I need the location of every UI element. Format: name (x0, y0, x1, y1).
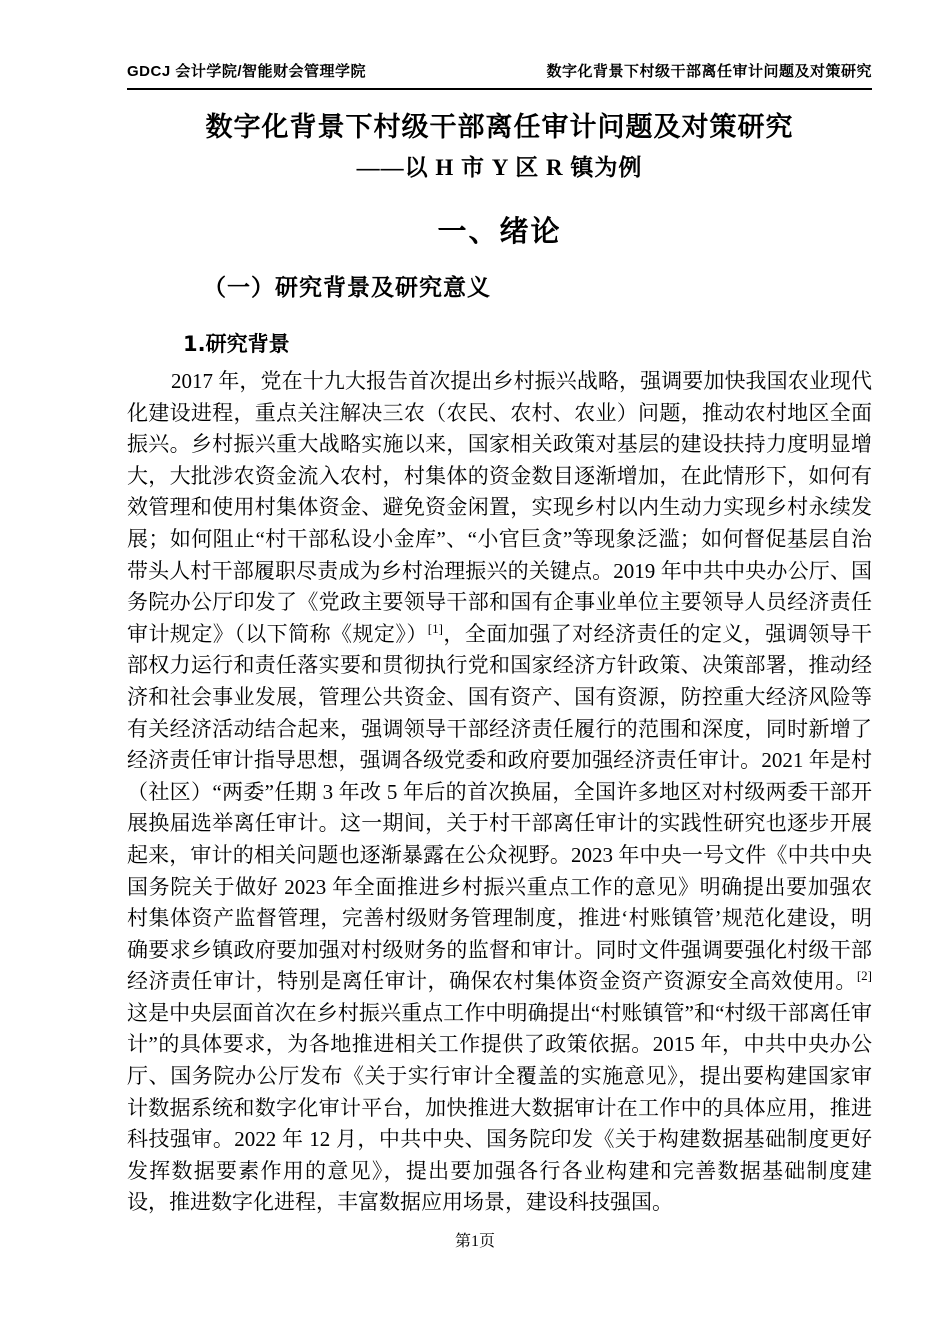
header-right-text: 数字化背景下村级干部离任审计问题及对策研究 (546, 63, 872, 80)
header-left-text: GDCJ 会计学院/智能财会管理学院 (127, 63, 367, 80)
page-number: 第1页 (454, 1233, 495, 1250)
document-title: 数字化背景下村级干部离任审计问题及对策研究 (205, 112, 794, 143)
document-body (127, 110, 872, 1240)
document-subtitle: ——以 H 市 Y 区 R 镇为例 (356, 155, 643, 180)
footnote-reference: [2] (856, 968, 872, 984)
page-footer (0, 1228, 950, 1251)
running-header (127, 60, 872, 90)
body-paragraph: 2017 年，党在十九大报告首次提出乡村振兴战略，强调要加快我国农业现代化建设进程，重点关注解决三农（农民、农村、农业）问题，推动农村地区全面振兴。乡村振兴重大战略实施以来，国家相关政策对基层的建设扶持力度明显增大，大批涉农资金流入农村，村集体的资金数目逐渐增加，在此情形下，如何有效管理和使用村集体资金、避免资金闲置，实现乡村以内生动力实现乡村永续发展；如何阻止“村干部私设小金库”、“小官巨贪”等现象泛滥；如何督促基层自治带头人村干部履职尽责成为乡村治理振兴的关键点。2019 年中共中央办公厅、国务院办公厅印发了《党政主要领导干部和国有企事业单位主要领导人员经济责任审计规定》（以下简称《规定》）[1]，全面加强了对经济责任的定义，强调领导干部权力运行和责任落实要和贯彻执行党和国家经济方针政策、决策部署，推动经济和社会事业发展，管理公共资金、国有资产、国有资源，防控重大经济风险等有关经济活动结合起来，强调领导干部经济责任履行的范围和深度，同时新增了经济责任审计指导思想，强调各级党委和政府要加强经济责任审计。2021 年是村（社区）“两委”任期 3 年改 5 年后的首次换届，全国许多地区对村级两委干部开展换届选举离任审计。这一期间，关于村干部离任审计的实践性研究也逐步开展起来，审计的相关问题也逐渐暴露在公众视野。2023 年中央一号文件《中共中央国务院关于做好 2023 年全面推进乡村振兴重点工作的意见》明确提出要加强农村集体资产监督管理，完善村级财务管理制度，推进‘村账镇管’规范化建设，明确要求乡镇政府要加强对村级财务的监督和审计。同时文件强调要强化村级干部经济责任审计，特别是离任审计，确保农村集体资金资产资源安全高效使用。[2]这是中央层面首次在乡村振兴重点工作中明确提出“村账镇管”和“村级干部离任审计”的具体要求，为各地推进相关工作提供了政策依据。2015 年，中共中央办公厅、国务院办公厅发布《关于实行审计全覆盖的实施意见》，提出要构建国家审计数据系统和数字化审计平台，加快推进大数据审计在工作中的具体应用，推进科技强审。2022 年 12 月，中共中央、国务院印发《关于构建数据基础制度更好发挥数据要素作用的意见》，提出要加强各行各业构建和完善数据基础制度建设，推进数字化进程，丰富数据应用场景，建设科技强国。 (127, 369, 873, 1215)
subsection-heading: 1.研究背景 (183, 332, 290, 356)
chapter-heading: 一、绪论 (437, 214, 562, 248)
section-heading: （一）研究背景及研究意义 (203, 275, 491, 301)
footnote-reference: [1] (427, 620, 443, 636)
